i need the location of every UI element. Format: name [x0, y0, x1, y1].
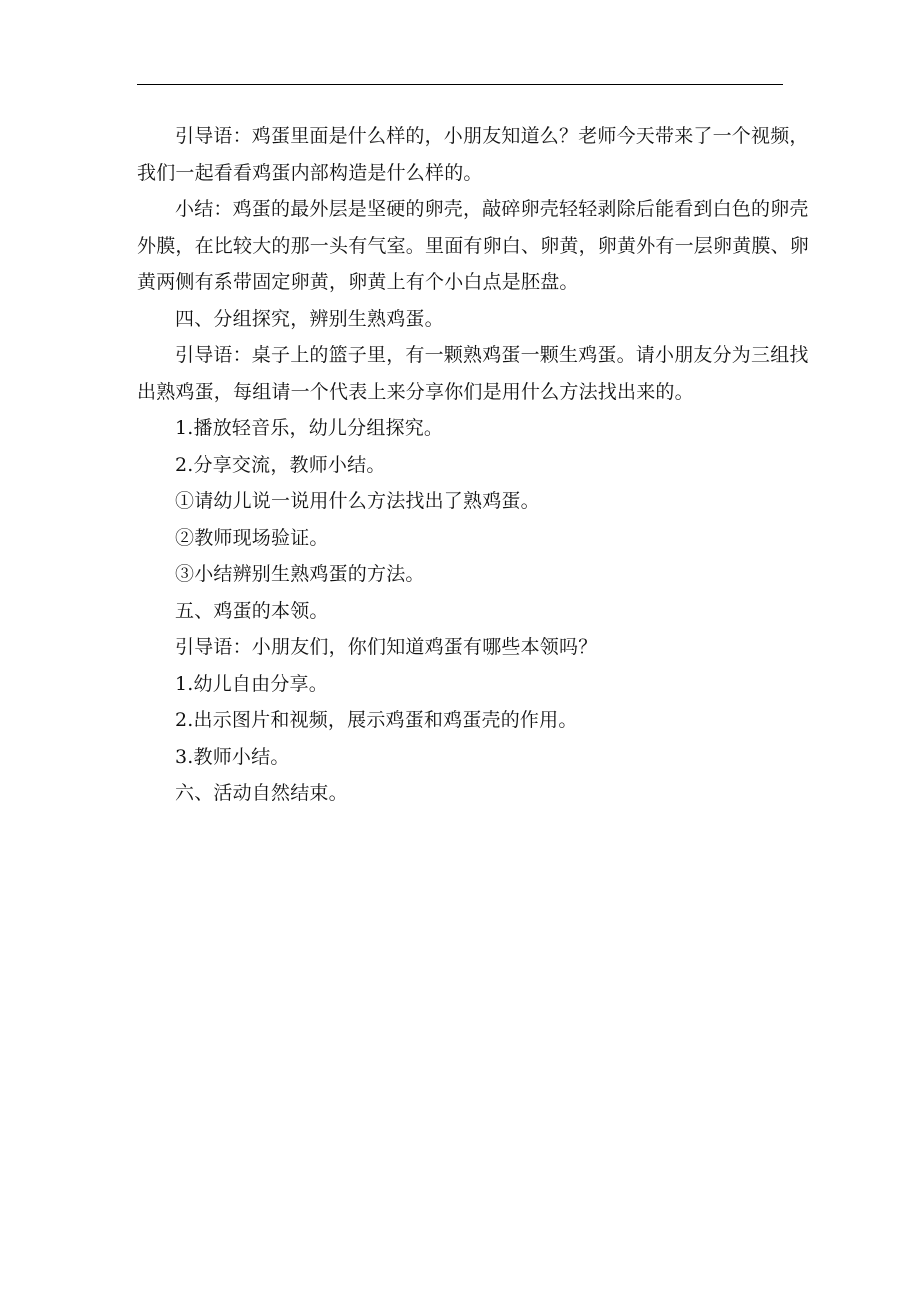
guide-text-video: 引导语：鸡蛋里面是什么样的，小朋友知道么？老师今天带来了一个视频，: [175, 125, 809, 147]
summary-egg-structure-cont-1: 外膜，在比较大的那一头有气室。里面有卵白、卵黄，卵黄外有一层卵黄膜、卵: [137, 234, 810, 257]
summary-egg-structure: 小结：鸡蛋的最外层是坚硬的卵壳，敲碎卵壳轻轻剥除后能看到白色的卵壳: [175, 198, 809, 220]
section-heading-5: 五、鸡蛋的本领。: [175, 599, 329, 622]
guide-text-basket-cont: 出熟鸡蛋，每组请一个代表上来分享你们是用什么方法找出来的。: [137, 380, 694, 403]
step-item-2b: 2.出示图片和视频，展示鸡蛋和鸡蛋壳的作用。: [175, 709, 578, 731]
guide-text-basket: 引导语：桌子上的篮子里，有一颗熟鸡蛋一颗生鸡蛋。请小朋友分为三组找: [175, 344, 809, 366]
guide-text-video-cont: 我们一起看看鸡蛋内部构造是什么样的。: [137, 161, 483, 184]
step-item-2: 2.分享交流，教师小结。: [175, 453, 386, 476]
step-item-1: 1.播放轻音乐，幼儿分组探究。: [175, 417, 444, 439]
sub-item-3: ③小结辨别生熟鸡蛋的方法。: [175, 563, 425, 585]
summary-egg-structure-cont-2: 黄两侧有系带固定卵黄，卵黄上有个小白点是胚盘。: [137, 271, 579, 293]
section-heading-4: 四、分组探究，辨别生熟鸡蛋。: [175, 307, 444, 330]
step-item-1b: 1.幼儿自由分享。: [175, 672, 328, 695]
step-item-3b: 3.教师小结。: [175, 745, 290, 768]
document-body: [137, 118, 810, 812]
sub-item-1: ①请幼儿说一说用什么方法找出了熟鸡蛋。: [175, 490, 540, 512]
section-heading-6: 六、活动自然结束。: [175, 782, 348, 804]
header-rule: [137, 84, 783, 85]
sub-item-2: ②教师现场验证。: [175, 526, 329, 549]
guide-text-abilities: 引导语：小朋友们，你们知道鸡蛋有哪些本领吗？: [175, 636, 598, 658]
